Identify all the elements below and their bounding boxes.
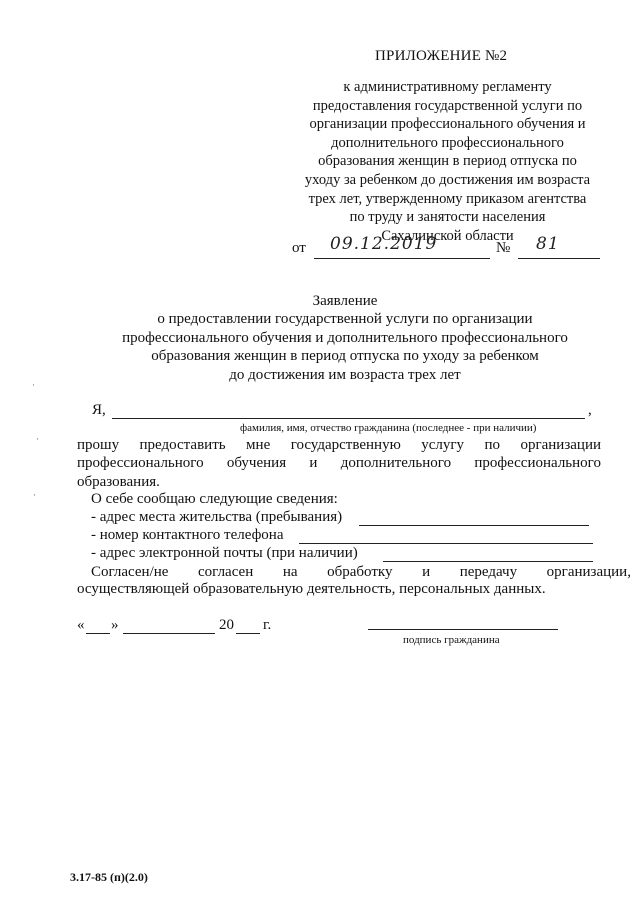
date-close-quote: » [111, 617, 119, 633]
appendix-line: Сахалинской области [381, 227, 514, 244]
email-row [91, 545, 596, 564]
word: предоставить [139, 437, 226, 453]
number-label: № [496, 240, 511, 256]
word: согласен [198, 564, 254, 580]
address-field[interactable] [359, 507, 589, 526]
word: обработку [327, 564, 393, 580]
word: профессионального [474, 455, 601, 472]
consent-line-first [91, 563, 631, 581]
word: и [309, 455, 318, 472]
word: прошу [77, 437, 120, 453]
appendix-line: организации профессионального обучения и [309, 116, 586, 133]
statement-title-line: о предоставлении государственной услуги по организации [157, 311, 533, 328]
appendix-line: предоставления государственной услуги по [312, 97, 583, 114]
word: на [282, 564, 298, 580]
appendix-line: уходу за ребенком до достижения им возраста [304, 171, 591, 188]
year-field[interactable] [236, 615, 260, 634]
word: организации, [546, 564, 631, 580]
request-line [77, 454, 601, 472]
info-intro: О себе сообщаю следующие сведения: [91, 491, 338, 507]
address-label: - адрес места жительства (пребывания) [91, 509, 343, 525]
request-line: образования. [77, 473, 160, 490]
appendix-line: образования женщин в период отпуска по [318, 153, 577, 170]
statement-title-line: до достижения им возраста трех лет [229, 366, 461, 383]
date-open-quote: « [77, 617, 85, 633]
scan-speck: · [36, 434, 39, 444]
consent-line [91, 563, 631, 581]
name-comma: , [588, 402, 592, 418]
appendix-reference [270, 78, 625, 245]
signature-hint: подпись гражданина [403, 634, 500, 646]
full-name-hint: фамилия, имя, отчество гражданина (последнее - при наличии) [240, 422, 537, 434]
year-suffix: г. [263, 617, 272, 633]
word: государственную [290, 437, 401, 453]
month-field[interactable] [123, 615, 215, 634]
appendix-line: трех лет, утвержденному приказом агентства [308, 190, 587, 207]
signature-field[interactable] [368, 611, 558, 630]
email-field[interactable] [383, 543, 593, 562]
word: и [422, 564, 431, 580]
appendix-line: дополнительного профессионального [331, 134, 564, 151]
appendix-line: по труду и занятости населения [349, 209, 546, 226]
form-code: 3.17-85 (п)(2.0) [70, 870, 148, 884]
email-label: - адрес электронной почты (при наличии) [91, 545, 358, 561]
statement-title-line: Заявление [312, 293, 378, 309]
name-row [92, 402, 612, 422]
statement-title-line: профессионального обучения и дополнительного профессионального [122, 329, 568, 346]
word: услугу [421, 437, 465, 453]
statement-title [110, 292, 580, 384]
appendix-title: ПРИЛОЖЕНИЕ №2 [375, 48, 508, 64]
request-paragraph [77, 436, 601, 491]
word: дополнительного [340, 455, 452, 472]
request-line [77, 436, 601, 454]
full-name-field[interactable] [112, 400, 585, 419]
order-date-handwritten: 09.12.2019 [330, 234, 438, 254]
word: Согласен/не [91, 564, 169, 580]
word: профессионального [77, 455, 204, 472]
word: обучения [226, 455, 287, 472]
word: мне [246, 437, 271, 453]
day-field[interactable] [86, 615, 110, 634]
word: по [484, 437, 501, 453]
scan-speck: · [32, 380, 35, 390]
year-prefix: 20 [219, 617, 234, 633]
appendix-line: к административному регламенту [343, 79, 552, 95]
order-number-handwritten: 81 [536, 234, 560, 254]
word: организации [520, 437, 601, 453]
ya-label: Я, [92, 402, 106, 418]
word: передачу [459, 564, 518, 580]
phone-label: - номер контактного телефона [91, 527, 284, 543]
from-label: от [292, 240, 306, 256]
statement-title-line: образования женщин в период отпуска по уходу за ребенком [151, 348, 539, 365]
scan-speck: · [33, 490, 36, 500]
date-signature-row [77, 617, 617, 637]
consent-line-second: осуществляющей образовательную деятельность, персональных данных. [77, 581, 546, 597]
phone-field[interactable] [299, 525, 593, 544]
